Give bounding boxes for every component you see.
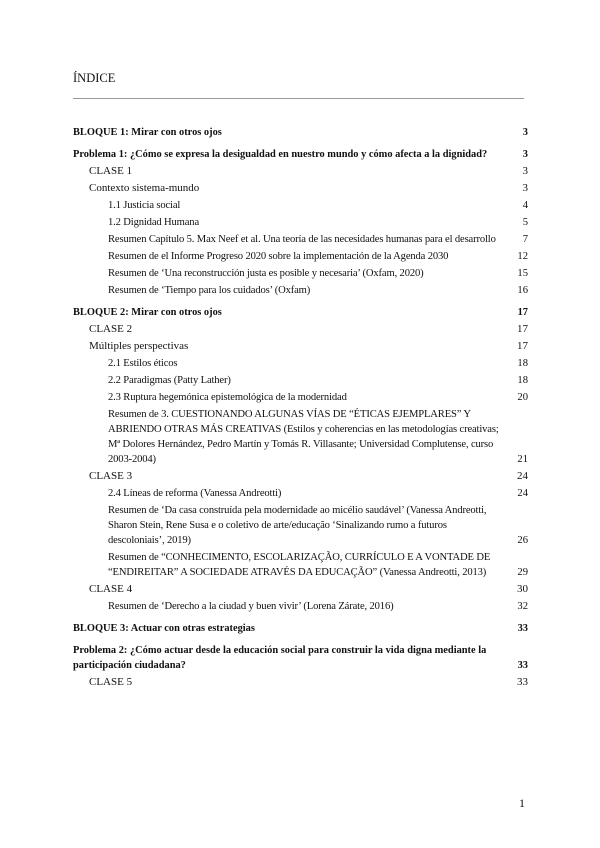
toc-entry-title: CLASE 4	[89, 583, 133, 595]
toc-entry-title: 2.3 Ruptura hegemónica epistemológica de la modernidad	[108, 392, 347, 403]
toc-entry-title: Resumen de ‘Tiempo para los cuidados’ (Oxfam)	[108, 285, 311, 296]
toc-entry-page: 32	[517, 601, 528, 612]
toc-entry-title: 2.1 Estilos éticos	[108, 358, 178, 369]
toc-entry-title: 2.4 Líneas de reforma (Vanessa Andreotti)	[108, 488, 282, 499]
toc-entry-title: BLOQUE 2: Mirar con otros ojos	[73, 307, 222, 318]
toc-entry-title: Problema 2: ¿Cómo actuar desde la educación social para construir la vida digna mediante la participación ciudadana?	[73, 645, 487, 671]
toc-entry[interactable]	[73, 373, 528, 388]
toc-entry-title: Múltiples perspectivas	[89, 340, 189, 352]
toc-entry-page: 3	[522, 182, 528, 194]
toc-entry[interactable]	[73, 407, 528, 467]
toc-entry-page: 5	[522, 217, 528, 228]
toc-entry-page: 3	[522, 149, 528, 160]
toc-entry[interactable]	[73, 147, 528, 162]
toc-entry[interactable]	[73, 503, 528, 548]
toc-entry-title: CLASE 3	[89, 470, 133, 482]
toc-entry[interactable]	[73, 643, 528, 673]
toc-entry[interactable]	[73, 550, 528, 580]
toc-entry-title: 2.2 Paradigmas (Patty Lather)	[108, 375, 231, 386]
toc-entry-page: 18	[517, 358, 528, 369]
toc-entry-page: 7	[522, 234, 528, 245]
toc-entry[interactable]	[73, 125, 528, 140]
toc-entry[interactable]	[73, 322, 528, 337]
toc-entry-page: 17	[517, 323, 528, 335]
toc-entry-page: 33	[517, 676, 528, 688]
toc-entry-page: 24	[517, 488, 528, 499]
toc-entry-page: 21	[517, 454, 528, 465]
toc-entry-page: 30	[517, 583, 528, 595]
toc-entry-page: 16	[517, 285, 528, 296]
toc-entry-title: Resumen de ‘Una reconstrucción justa es posible y necesaria’ (Oxfam, 2020)	[108, 268, 424, 279]
toc-entry[interactable]	[73, 164, 528, 179]
toc-entry-title: Contexto sistema-mundo	[89, 182, 200, 194]
toc-entry-title: Resumen de ‘Da casa construída pela modernidade ao micélio saudável’ (Vanessa Andreotti, Sharon Stein, Rene Susa e o coletivo de arte/educação ‘Sinalizando rumo a futuros descoloniais’, 2019)	[108, 505, 487, 546]
toc-entry-title: Problema 1: ¿Cómo se expresa la desigualdad en nuestro mundo y cómo afecta a la dignidad?	[73, 149, 488, 160]
toc-entry-title: Resumen de “CONHECIMENTO, ESCOLARIZAÇÃO, CURRÍCULO E A VONTADE DE “ENDIREITAR” A SOCIEDADE ATRAVÉS DA EDUCAÇÃO” (Vanessa Andreotti, 2013)	[108, 552, 491, 578]
toc-entry-title: Resumen de 3. CUESTIONANDO ALGUNAS VÍAS DE “ÉTICAS EJEMPLARES” Y ABRIENDO OTRAS MÁS CREATIVAS (Estilos y coherencias en las metodologías creativas; Mª Dolores Hernández, Pedro Martín y Tomás R. Villasante; Universidad Complutense, curso 2003-2004)	[108, 409, 499, 465]
toc-entry-title: 1.2 Dignidad Humana	[108, 217, 200, 228]
toc-entry[interactable]	[73, 339, 528, 354]
toc-entry-page: 3	[522, 165, 528, 177]
toc-entry-page: 17	[517, 340, 528, 352]
toc-entry-page: 4	[522, 200, 528, 211]
toc-entry[interactable]	[73, 675, 528, 690]
toc-entry[interactable]	[73, 599, 528, 614]
toc-entry-title: CLASE 1	[89, 165, 133, 177]
toc-entry[interactable]	[73, 582, 528, 597]
toc-entry-title: BLOQUE 3: Actuar con otras estrategias	[73, 623, 255, 634]
toc-entry-title: Resumen Capítulo 5. Max Neef et al. Una teoría de las necesidades humanas para el desarrollo	[108, 234, 496, 245]
toc-entry-title: Resumen de ‘Derecho a la ciudad y buen vivir’ (Lorena Zárate, 2016)	[108, 601, 394, 612]
table-of-contents	[73, 125, 528, 690]
toc-entry-page: 12	[517, 251, 528, 262]
toc-entry[interactable]	[73, 390, 528, 405]
toc-entry[interactable]	[73, 198, 528, 213]
title-divider	[73, 98, 524, 99]
toc-entry-page: 26	[517, 535, 528, 546]
toc-entry-page: 15	[517, 268, 528, 279]
toc-entry[interactable]	[73, 215, 528, 230]
toc-entry-title: CLASE 2	[89, 323, 133, 335]
toc-entry[interactable]	[73, 621, 528, 636]
toc-entry[interactable]	[73, 469, 528, 484]
toc-entry-page: 17	[517, 307, 528, 318]
toc-entry-title: CLASE 5	[89, 676, 133, 688]
toc-entry[interactable]	[73, 305, 528, 320]
toc-entry-page: 20	[517, 392, 528, 403]
toc-entry-page: 18	[517, 375, 528, 386]
toc-entry-page: 3	[522, 127, 528, 138]
toc-entry-page: 29	[517, 567, 528, 578]
page-title: ÍNDICE	[73, 71, 116, 85]
toc-entry-title: 1.1 Justicia social	[108, 200, 181, 211]
toc-entry[interactable]	[73, 486, 528, 501]
toc-entry[interactable]	[73, 181, 528, 196]
toc-entry-page: 33	[517, 660, 528, 671]
toc-entry[interactable]	[73, 283, 528, 298]
toc-entry[interactable]	[73, 266, 528, 281]
toc-entry-page: 33	[517, 623, 528, 634]
page-number: 1	[519, 796, 525, 810]
toc-entry[interactable]	[73, 356, 528, 371]
toc-entry-page: 24	[517, 470, 528, 482]
toc-entry-title: Resumen de el Informe Progreso 2020 sobre la implementación de la Agenda 2030	[108, 251, 449, 262]
toc-entry[interactable]	[73, 232, 528, 247]
toc-entry[interactable]	[73, 249, 528, 264]
toc-entry-title: BLOQUE 1: Mirar con otros ojos	[73, 127, 222, 138]
